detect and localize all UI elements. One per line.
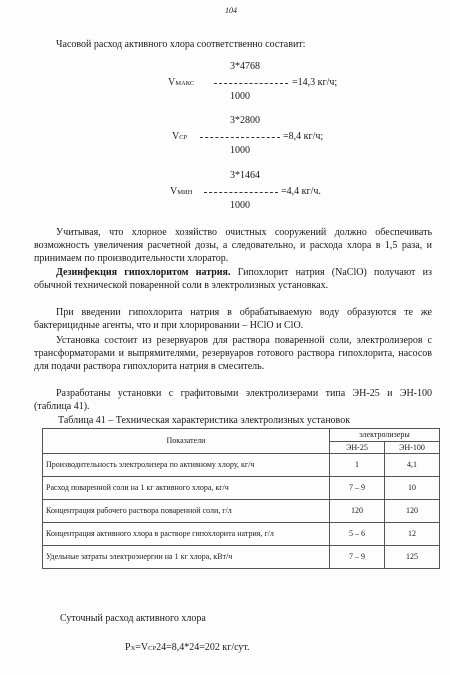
header-electrolyzers: электролизеры <box>330 429 440 442</box>
table-row <box>43 477 440 500</box>
row-value-en25: 1 <box>330 454 385 477</box>
row-label: Удельные затраты электроэнергии на 1 кг хлора, кВт/ч <box>43 546 330 569</box>
row-value-en25: 7 – 9 <box>330 546 385 569</box>
table-row <box>43 500 440 523</box>
paragraph-graphite-electrolyzers: Разработаны установки с графитовыми электролизерами типа ЭН-25 и ЭН-100 (таблица 41). <box>34 388 432 412</box>
header-en25: ЭН-25 <box>330 441 385 454</box>
formula-min-bar <box>204 192 278 193</box>
formula-avg-lhs: VСР <box>172 131 188 142</box>
table-row <box>43 454 440 477</box>
row-value-en25: 120 <box>330 500 385 523</box>
page-number: 104 <box>225 6 237 15</box>
paragraph-bactericidal-agents: При введении гипохлорита натрия в обрабатываемую воду образуются те же бактерицидные агенты, что и при хлорировании – HClO и ClO. <box>34 307 432 331</box>
daily-consumption-formula: PX=VСР24=8,4*24=202 кг/сут. <box>125 642 250 653</box>
row-label: Производительность электролизера по активному хлору, кг/ч <box>43 454 330 477</box>
formula-avg-result: =8,4 кг/ч; <box>283 131 324 142</box>
formula-avg-bar <box>200 137 280 138</box>
table-row <box>43 523 440 546</box>
formula-min-result: =4,4 кг/ч. <box>281 186 321 197</box>
intro-line: Часовой расход активного хлора соответственно составит: <box>56 39 306 50</box>
row-label: Расход поваренной соли на 1 кг активного хлора, кг/ч <box>43 477 330 500</box>
formula-max-bar <box>214 83 288 84</box>
formula-min-lhs: VМИН <box>170 186 193 197</box>
row-value-en25: 5 – 6 <box>330 523 385 546</box>
row-label: Концентрация рабочего раствора поваренной соли, г/л <box>43 500 330 523</box>
formula-avg-denominator: 1000 <box>230 145 250 156</box>
formula-max-numerator: 3*4768 <box>230 61 260 72</box>
table-header-row <box>43 429 440 442</box>
formula-max-lhs: VМАКС <box>168 77 195 88</box>
header-en100: ЭН-100 <box>385 441 440 454</box>
paragraph-hypochlorite-disinfection: Дезинфекция гипохлоритом натрия. Гипохлорит натрия (NaClO) получают из обычной технической поваренной соли в электролизных установках. <box>34 267 432 291</box>
electrolyzer-table <box>42 428 440 569</box>
table-row <box>43 546 440 569</box>
formula-max-result: =14,3 кг/ч; <box>292 77 338 88</box>
formula-min-numerator: 3*1464 <box>230 170 260 181</box>
row-value-en100: 4,1 <box>385 454 440 477</box>
header-indicators: Показатели <box>43 429 330 454</box>
formula-avg-numerator: 3*2800 <box>230 115 260 126</box>
row-value-en100: 10 <box>385 477 440 500</box>
row-value-en25: 7 – 9 <box>330 477 385 500</box>
paragraph-installation: Установка состоит из резервуаров для раствора поваренной соли, электролизеров с трансформаторами и выпрямителями, резервуаров готового раствора гипохлорита, насосов для подачи раствора гипохлорита натрия в смеситель. <box>34 335 432 372</box>
paragraph-bold-heading: Дезинфекция гипохлоритом натрия. <box>56 267 231 278</box>
row-value-en100: 12 <box>385 523 440 546</box>
formula-min-denominator: 1000 <box>230 200 250 211</box>
row-value-en100: 125 <box>385 546 440 569</box>
row-label: Концентрация активного хлора в растворе гипохлорита натрия, г/л <box>43 523 330 546</box>
daily-consumption-title: Суточный расход активного хлора <box>60 613 206 624</box>
formula-max-denominator: 1000 <box>230 91 250 102</box>
table-caption: Таблица 41 – Техническая характеристика электролизных установок <box>58 415 351 426</box>
row-value-en100: 120 <box>385 500 440 523</box>
paragraph-chlorine-capacity: Учитывая, что хлорное хозяйство очистных сооружений должно обеспечивать возможность увеличения расчетной дозы, а следовательно, и расхода хлора в 1,5 раза, и принимаем по производительности хлоратор. <box>34 227 432 264</box>
